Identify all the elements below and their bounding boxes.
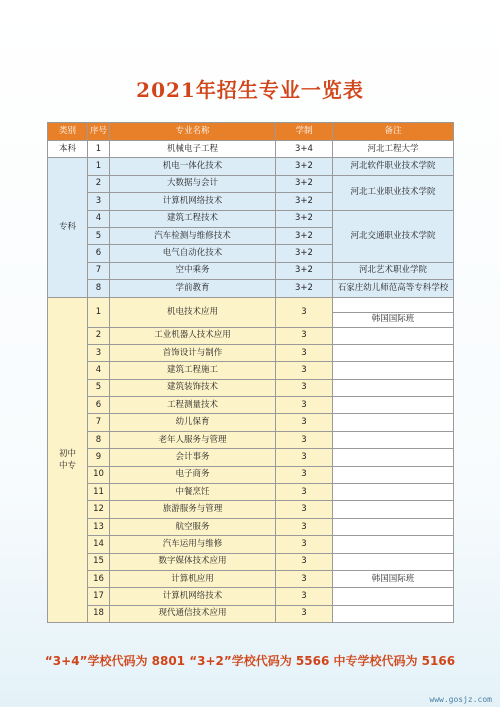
years-cell: 3: [276, 536, 333, 553]
table-row: [48, 518, 454, 535]
years-cell: 3: [276, 501, 333, 518]
number-cell: 1: [88, 297, 110, 327]
header-note: 备注: [333, 123, 454, 141]
number-cell: 6: [88, 397, 110, 414]
table-row: [48, 397, 454, 414]
note-cell: [333, 449, 454, 466]
table-row: [48, 344, 454, 361]
number-cell: 13: [88, 518, 110, 535]
years-cell: 3: [276, 362, 333, 379]
major-table: [47, 122, 454, 623]
note-cell: [333, 605, 454, 622]
number-cell: 3: [88, 344, 110, 361]
number-cell: 2: [88, 327, 110, 344]
number-cell: 6: [88, 245, 110, 262]
major-name-cell: 计算机应用: [110, 570, 276, 587]
number-cell: 7: [88, 262, 110, 279]
note-cell: [333, 588, 454, 605]
table-row: [48, 414, 454, 431]
number-cell: 8: [88, 280, 110, 297]
school-codes-footer: “3+4”学校代码为 8801 “3+2”学校代码为 5566 中专学校代码为 5166: [44, 654, 456, 668]
table-row: [48, 262, 454, 279]
note-cell: [333, 414, 454, 431]
years-cell: 3: [276, 431, 333, 448]
category-cell: [48, 297, 88, 623]
table-row: [48, 484, 454, 501]
note-cell: [333, 362, 454, 379]
table-row: [48, 210, 454, 227]
header-major-name: 专业名称: [110, 123, 276, 141]
note-cell: [333, 518, 454, 535]
major-name-cell: 计算机网络技术: [110, 193, 276, 210]
number-cell: 4: [88, 210, 110, 227]
years-cell: 3: [276, 449, 333, 466]
note-cell: 河北交通职业技术学院: [333, 210, 454, 262]
note-cell: 河北工业职业技术学院: [333, 175, 454, 210]
table-row: [48, 466, 454, 483]
table-row: [48, 280, 454, 297]
note-cell: 河北工程大学: [333, 141, 454, 158]
major-name-cell: 数字媒体技术应用: [110, 553, 276, 570]
major-name-cell: 工业机器人技术应用: [110, 327, 276, 344]
major-name-cell: 学前教育: [110, 280, 276, 297]
note-cell: 河北艺术职业学院: [333, 262, 454, 279]
number-cell: 9: [88, 449, 110, 466]
table-row: [48, 379, 454, 396]
number-cell: 5: [88, 227, 110, 244]
years-cell: 3: [276, 344, 333, 361]
category-cell: 专科: [48, 158, 88, 297]
years-cell: 3+2: [276, 175, 333, 192]
years-cell: 3: [276, 414, 333, 431]
major-name-cell: 汽车运用与维修: [110, 536, 276, 553]
note-cell: [333, 397, 454, 414]
table-row: [48, 605, 454, 622]
note-cell: 韩国国际班: [333, 570, 454, 587]
note-cell: 河北软件职业技术学院: [333, 158, 454, 175]
table-row: [48, 327, 454, 344]
years-cell: 3: [276, 379, 333, 396]
years-cell: 3+2: [276, 158, 333, 175]
years-cell: 3: [276, 397, 333, 414]
years-cell: 3+2: [276, 245, 333, 262]
note-cell: [333, 553, 454, 570]
major-name-cell: 汽车检测与维修技术: [110, 227, 276, 244]
years-cell: 3+4: [276, 141, 333, 158]
major-name-cell: 大数据与会计: [110, 175, 276, 192]
table-row: [48, 175, 454, 192]
number-cell: 11: [88, 484, 110, 501]
major-name-cell: 会计事务: [110, 449, 276, 466]
major-name-cell: 机械电子工程: [110, 141, 276, 158]
major-name-cell: 工程测量技术: [110, 397, 276, 414]
major-name-cell: 建筑装饰技术: [110, 379, 276, 396]
years-cell: 3+2: [276, 227, 333, 244]
years-cell: 3+2: [276, 280, 333, 297]
category-label: 初中 中专: [58, 448, 76, 471]
table-row: [48, 553, 454, 570]
header-category: 类别: [48, 123, 88, 141]
note-cell: [333, 431, 454, 448]
number-cell: 17: [88, 588, 110, 605]
number-cell: 14: [88, 536, 110, 553]
note-cell: 韩国国际班: [333, 312, 454, 327]
number-cell: 12: [88, 501, 110, 518]
note-cell: [333, 379, 454, 396]
header-years: 学制: [276, 123, 333, 141]
number-cell: 8: [88, 431, 110, 448]
note-cell: [333, 327, 454, 344]
major-name-cell: 机电一体化技术: [110, 158, 276, 175]
major-name-cell: 航空服务: [110, 518, 276, 535]
table-row: [48, 588, 454, 605]
major-name-cell: 电气自动化技术: [110, 245, 276, 262]
years-cell: 3: [276, 297, 333, 327]
number-cell: 5: [88, 379, 110, 396]
table-row: [48, 501, 454, 518]
number-cell: 18: [88, 605, 110, 622]
note-cell: [333, 536, 454, 553]
major-name-cell: 老年人服务与管理: [110, 431, 276, 448]
major-name-cell: 空中乘务: [110, 262, 276, 279]
number-cell: 1: [88, 141, 110, 158]
note-cell: [333, 501, 454, 518]
table-header-row: [48, 123, 454, 141]
number-cell: 2: [88, 175, 110, 192]
page-title: 2021年招生专业一览表: [136, 78, 364, 102]
table-row: [48, 141, 454, 158]
note-cell: 石家庄幼儿师范高等专科学校: [333, 280, 454, 297]
table-row: [48, 431, 454, 448]
major-name-cell: 现代通信技术应用: [110, 605, 276, 622]
note-cell: [333, 466, 454, 483]
years-cell: 3: [276, 327, 333, 344]
major-name-cell: 建筑工程施工: [110, 362, 276, 379]
header-number: 序号: [88, 123, 110, 141]
number-cell: 15: [88, 553, 110, 570]
major-name-cell: 幼儿保育: [110, 414, 276, 431]
major-name-cell: 旅游服务与管理: [110, 501, 276, 518]
table-row: [48, 297, 454, 312]
table-row: [48, 362, 454, 379]
major-name-cell: 计算机网络技术: [110, 588, 276, 605]
table-row: [48, 158, 454, 175]
category-cell: 本科: [48, 141, 88, 158]
number-cell: 3: [88, 193, 110, 210]
number-cell: 1: [88, 158, 110, 175]
major-name-cell: 电子商务: [110, 466, 276, 483]
years-cell: 3+2: [276, 193, 333, 210]
years-cell: 3+2: [276, 262, 333, 279]
years-cell: 3: [276, 605, 333, 622]
years-cell: 3: [276, 553, 333, 570]
years-cell: 3+2: [276, 210, 333, 227]
major-name-cell: 中餐烹饪: [110, 484, 276, 501]
table-row: [48, 536, 454, 553]
table-row: [48, 449, 454, 466]
years-cell: 3: [276, 518, 333, 535]
number-cell: 4: [88, 362, 110, 379]
number-cell: 10: [88, 466, 110, 483]
years-cell: 3: [276, 588, 333, 605]
note-cell: [333, 484, 454, 501]
site-watermark: www.gosjz.com: [429, 695, 492, 704]
note-cell: [333, 344, 454, 361]
years-cell: 3: [276, 570, 333, 587]
number-cell: 16: [88, 570, 110, 587]
major-name-cell: 首饰设计与制作: [110, 344, 276, 361]
major-name-cell: 建筑工程技术: [110, 210, 276, 227]
years-cell: 3: [276, 484, 333, 501]
years-cell: 3: [276, 466, 333, 483]
note-cell: [333, 297, 454, 312]
table-row: [48, 570, 454, 587]
major-name-cell: 机电技术应用: [110, 297, 276, 327]
number-cell: 7: [88, 414, 110, 431]
